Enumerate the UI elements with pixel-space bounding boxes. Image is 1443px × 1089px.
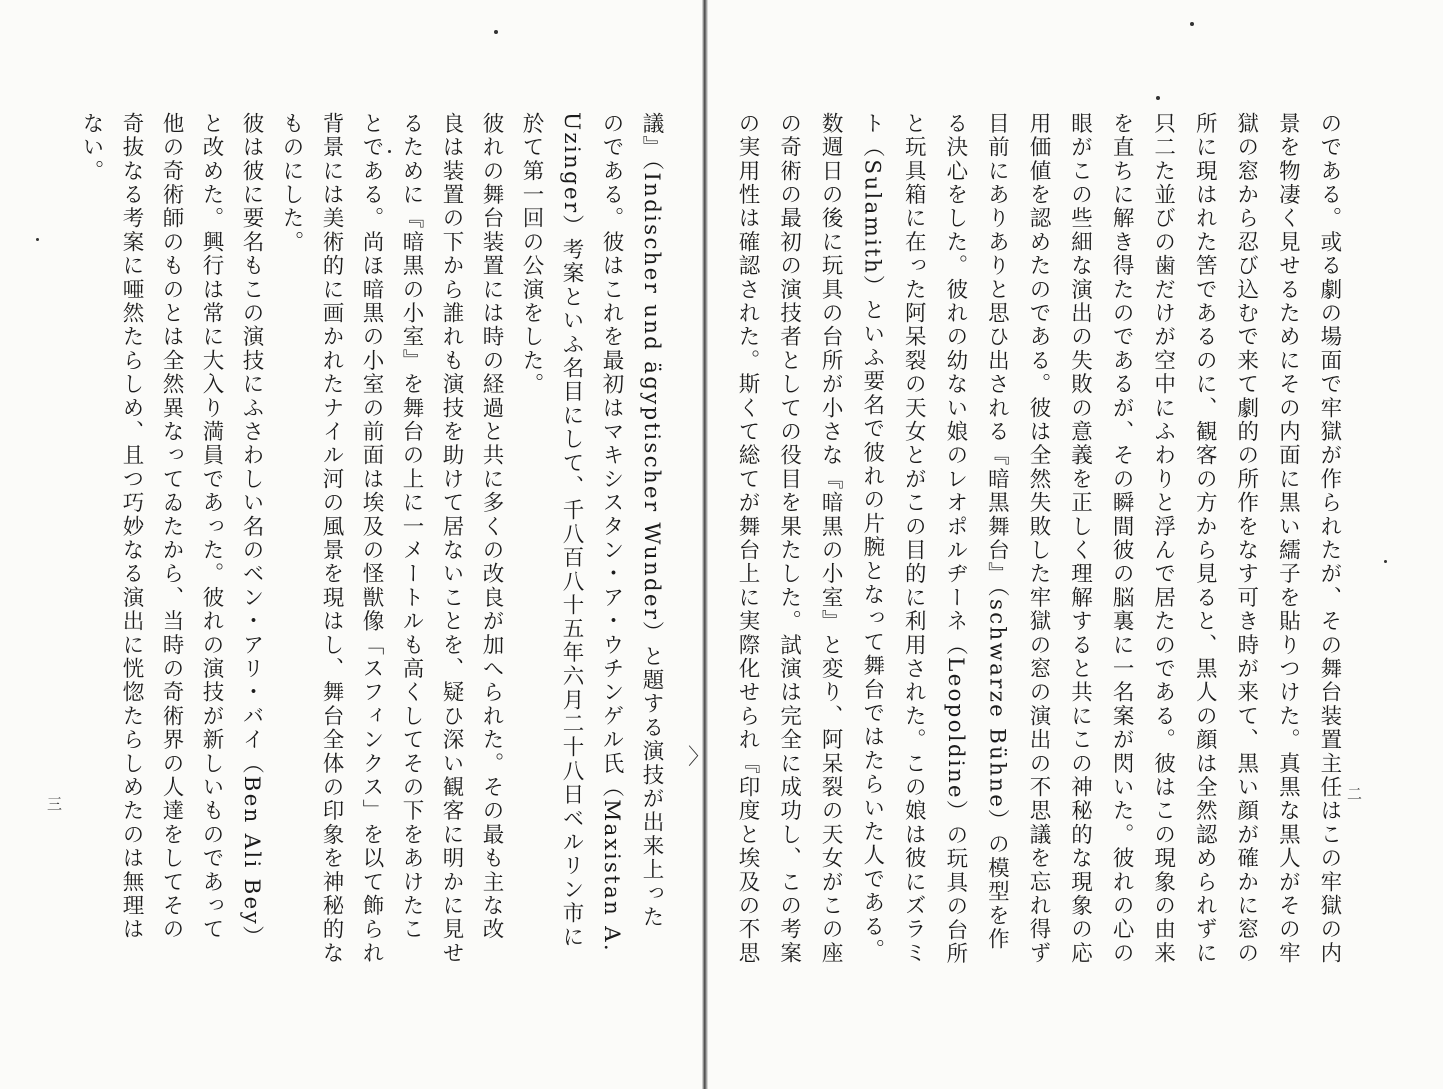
text-column: のである。彼はこれを最初はマキシスタン・ア・ウチンゲル氏（Maxistan A. (599, 112, 624, 953)
text-column: 用価値を認めたのである。彼は全然失敗した牢獄の窓の演出の不思議を忘れ得ず (1025, 112, 1051, 966)
text-column: 数週日の後に玩具の台所が小さな『暗黒の小室』と変り、阿呆裂の天女がこの座 (818, 112, 844, 966)
text-column: 獄の窓から忍び込むで来て劇的の所作をなす可き時が来て、黒い顔が確かに窓の (1233, 112, 1259, 966)
text-column: 議』（Indischer und ägyptischer Wunder）と題する演技が出来上った (639, 112, 664, 930)
text-column: るために『暗黒の小室』を舞台の上に一メートルも高くしてその下をあけたこ (399, 112, 424, 942)
left-page (0, 0, 702, 1089)
text-column: 彼れの舞台装置には時の経過と共に多くの改良が加へられた。その最も主な改 (479, 112, 504, 942)
text-column: とである。尚ほ暗黒の小室の前面は埃及の怪獣像「スフィンクス」を以て飾られ (359, 112, 384, 966)
text-column: 良は装置の下から誰れも演技を助けて居ないことを、疑ひ深い観客に明かに見せ (439, 112, 464, 966)
text-column: 於て第一回の公演をした。 (519, 112, 544, 397)
text-column: 奇抜なる考案に唖然たらしめ、且つ巧妙なる演出に恍惚たらしめたのは無理は (119, 112, 144, 942)
page-number-right: 二 (1345, 786, 1363, 801)
text-column: 景を物凄く見せるためにその内面に黒い繻子を貼りつけた。真黒な黒人がその牢 (1275, 112, 1301, 966)
text-column: 目前にありありと思ひ出される『暗黒舞台』（schwarze Bühne）の模型を作 (984, 112, 1010, 952)
text-column: 眼がこの些細な演出の失敗の意義を正しく理解すると共にこの神秘的な現象の応 (1067, 112, 1093, 966)
text-column: ト（Sulamith）といふ要名で彼れの片腕となって舞台ではたらいた人である。 (859, 112, 885, 963)
print-speck (1156, 96, 1160, 100)
print-speck (1190, 22, 1194, 26)
text-column: 彼は彼に要名もこの演技にふさわしい名のベン・アリ・バイ（Ben Ali Bey） (239, 112, 264, 950)
text-column: の実用性は確認された。斯くて総てが舞台上に実際化せられ『印度と埃及の不思 (735, 112, 760, 966)
text-column: る決心をした。彼れの幼ない娘のレオポルヂーネ（Leopoldine）の玩具の台所 (942, 112, 968, 966)
text-column: 背景には美術的に画かれたナイル河の風景を現はし、舞台全体の印象を神秘的な (319, 112, 344, 966)
text-column: 所に現はれた筈であるのに、観客の方から見ると、黒人の顔は全然認められずに (1192, 112, 1218, 966)
right-text-block (734, 112, 1342, 1077)
text-column: 只二た並びの歯だけが空中にふわりと浮んで居たのである。彼はこの現象の由来 (1150, 112, 1176, 966)
text-column: の奇術の最初の演技者としての役目を果たした。試演は完全に成功し、この考案 (776, 112, 802, 966)
text-column: ない。 (79, 112, 104, 184)
text-column: のである。或る劇の場面で牢獄が作られたが、その舞台装置主任はこの牢獄の内 (1316, 112, 1342, 966)
text-column: と改めた。興行は常に大入り満員であった。彼れの演技が新しいものであって (199, 112, 224, 942)
print-speck (1384, 560, 1387, 563)
right-page (708, 0, 1443, 1089)
text-column: ものにした。 (279, 112, 304, 255)
print-speck (494, 30, 498, 34)
text-column: 他の奇術師のものとは全然異なってゐたから、当時の奇術界の人達をしてその (159, 112, 184, 942)
text-column: と玩具箱に在った阿呆裂の天女とがこの目的に利用された。この娘は彼にズラミ (901, 112, 927, 966)
text-column: を直ちに解き得たのであるが、その瞬間彼の脳裏に一名案が閃いた。彼れの心の (1109, 112, 1135, 966)
left-text-block (78, 112, 664, 1077)
text-column: Uzinger）考案といふ名目にして、千八百八十五年六月二十八日ベルリン市に (559, 112, 584, 950)
page-number-left: 三 (45, 796, 63, 811)
print-speck (388, 150, 391, 153)
print-speck (36, 238, 39, 241)
gutter-mark: 〉 (688, 745, 711, 770)
